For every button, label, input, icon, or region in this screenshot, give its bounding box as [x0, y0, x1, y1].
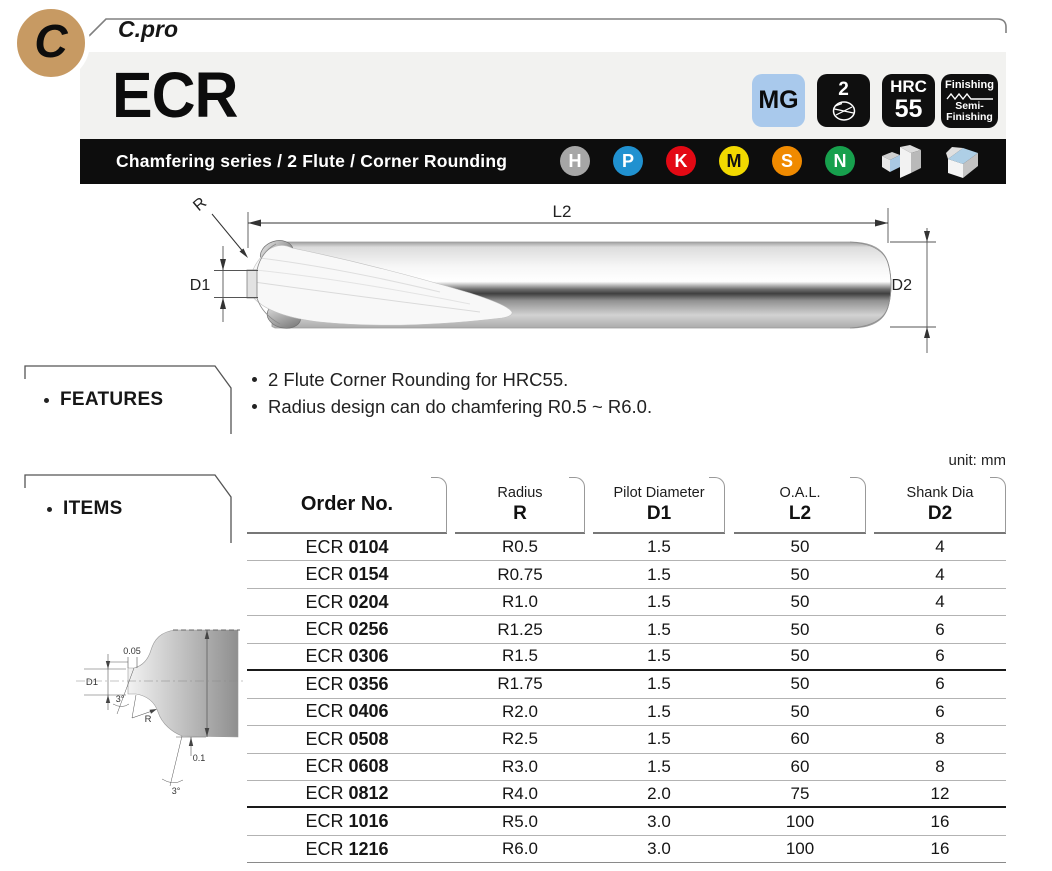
column-header-shank-dia: Shank Dia D2 — [874, 477, 1006, 534]
table-row — [247, 589, 1006, 616]
items-table-body — [247, 534, 1006, 863]
shank-diameter-label: D2 — [891, 277, 912, 294]
oal-cell: 50 — [790, 674, 810, 694]
order-no-cell: ECR 1016 — [305, 811, 389, 832]
clearance-dim-label: 0.1 — [192, 753, 206, 763]
column-header-pilot-diameter: Pilot Diameter D1 — [593, 477, 725, 534]
top-angle-label: 3° — [115, 694, 125, 704]
pilot-diameter-cell: 1.5 — [647, 701, 671, 721]
shank-dia-cell: 6 — [935, 674, 945, 694]
semi-finishing-label-1: Semi- — [955, 99, 984, 112]
radius-cell: R2.5 — [502, 729, 538, 749]
shank-dia-cell: 8 — [935, 756, 945, 776]
shank-dia-cell: 6 — [935, 619, 945, 639]
table-row — [247, 561, 1006, 588]
order-no-cell: ECR 0256 — [305, 619, 389, 640]
table-row — [247, 671, 1006, 698]
finishing-label: Finishing — [945, 79, 994, 92]
radius-cell: R2.0 — [502, 701, 538, 721]
column-header-order-no: Order No. — [247, 477, 447, 534]
oal-cell: 100 — [785, 839, 815, 859]
feature-item: 2 Flute Corner Rounding for HRC55. — [252, 369, 652, 391]
shank-dia-cell: 16 — [930, 811, 950, 831]
radius-cell: R5.0 — [502, 811, 538, 831]
radius-dim-label: R — [144, 714, 152, 725]
chamfered-block-icon — [942, 144, 984, 180]
order-no-cell: ECR 1216 — [305, 838, 389, 859]
pilot-diameter-cell: 3.0 — [647, 839, 671, 859]
order-no-cell: ECR 0356 — [305, 673, 389, 694]
radius-cell: R4.0 — [502, 783, 538, 803]
flute-count-label: 2 — [838, 78, 849, 100]
offset-dim-label: 0.05 — [123, 646, 141, 656]
material-badge-label: MG — [758, 86, 799, 114]
pilot-diameter-cell: 1.5 — [647, 619, 671, 639]
radius-cell: R1.25 — [497, 619, 543, 639]
corner-step-block-icon — [880, 144, 922, 180]
tool-drawing — [140, 188, 1020, 370]
pilot-diameter-cell: 1.5 — [647, 646, 671, 666]
pilot-diameter-cell: 1.5 — [647, 564, 671, 584]
bullet-icon — [252, 377, 257, 382]
features-list — [252, 369, 652, 423]
shank-dia-cell: 4 — [935, 564, 945, 584]
radius-cell: R1.5 — [502, 646, 538, 666]
pilot-diameter-cell: 1.5 — [647, 729, 671, 749]
order-no-cell: ECR 0812 — [305, 783, 389, 804]
radius-cell: R6.0 — [502, 839, 538, 859]
features-heading: FEATURES — [44, 389, 163, 411]
table-row — [247, 644, 1006, 671]
order-no-cell: ECR 0154 — [305, 564, 389, 585]
pilot-diameter-cell: 1.5 — [647, 756, 671, 776]
pilot-diameter-cell: 1.5 — [647, 674, 671, 694]
order-no-cell: ECR 0608 — [305, 756, 389, 777]
table-row — [247, 808, 1006, 835]
brand-name: C.pro — [118, 16, 179, 42]
material-mark-k: K — [666, 146, 696, 176]
shank-dia-cell: 8 — [935, 729, 945, 749]
column-header-radius: Radius R — [455, 477, 585, 534]
shank-dia-cell: 16 — [930, 839, 950, 859]
table-header — [247, 477, 1006, 534]
hardness-label-1: HRC — [890, 77, 927, 97]
order-no-cell: ECR 0306 — [305, 645, 389, 666]
pilot-diameter-cell: 2.0 — [647, 783, 671, 803]
oal-cell: 50 — [790, 646, 810, 666]
table-row — [247, 534, 1006, 561]
oal-cell: 60 — [790, 756, 810, 776]
table-row — [247, 781, 1006, 808]
material-mark-p: P — [613, 146, 643, 176]
column-header-oal: O.A.L. L2 — [734, 477, 866, 534]
pilot-diameter-cell: 3.0 — [647, 811, 671, 831]
shank-dia-cell: 12 — [930, 783, 950, 803]
material-mark-m: M — [719, 146, 749, 176]
radius-cell: R0.75 — [497, 564, 543, 584]
bullet-icon — [47, 507, 52, 512]
pilot-diameter-cell: 1.5 — [647, 537, 671, 557]
feature-item: Radius design can do chamfering R0.5 ~ R6.0. — [252, 396, 652, 418]
order-no-cell: ECR 0104 — [305, 536, 389, 557]
table-row — [247, 726, 1006, 753]
radius-label: R — [190, 194, 210, 215]
hardness-badge — [882, 74, 935, 127]
pilot-tip — [247, 270, 257, 298]
bullet-icon — [44, 398, 49, 403]
material-mark-h: H — [560, 146, 590, 176]
oal-label: L2 — [552, 202, 572, 221]
semi-finishing-label-2: Finishing — [946, 110, 993, 123]
oal-cell: 50 — [790, 564, 810, 584]
radius-cell: R3.0 — [502, 756, 538, 776]
order-no-cell: ECR 0508 — [305, 728, 389, 749]
material-badge — [752, 74, 805, 127]
shank-dia-cell: 6 — [935, 646, 945, 666]
oal-cell: 50 — [790, 619, 810, 639]
series-bar — [80, 139, 1006, 184]
two-flute-end-icon — [830, 99, 858, 123]
table-row — [247, 699, 1006, 726]
material-mark-s: S — [772, 146, 802, 176]
items-heading: ITEMS — [47, 498, 123, 520]
radius-cell: R0.5 — [502, 537, 538, 557]
shank-dia-cell: 6 — [935, 701, 945, 721]
oal-cell: 100 — [785, 811, 815, 831]
bullet-icon — [252, 404, 257, 409]
table-row — [247, 754, 1006, 781]
brand-logo — [12, 4, 90, 82]
series-title: Chamfering series / 2 Flute / Corner Rounding — [116, 151, 508, 171]
oal-cell: 50 — [790, 537, 810, 557]
flute-count-badge — [817, 74, 870, 127]
oal-cell: 50 — [790, 592, 810, 612]
table-row — [247, 616, 1006, 643]
order-no-cell: ECR 0204 — [305, 591, 389, 612]
oal-cell: 50 — [790, 701, 810, 721]
material-mark-n: N — [825, 146, 855, 176]
pilot-diameter-cell: 1.5 — [647, 592, 671, 612]
finishing-badge — [941, 74, 998, 128]
shank-dia-cell: 4 — [935, 537, 945, 557]
items-table — [247, 477, 1006, 863]
table-row — [247, 836, 1006, 863]
hardness-label-2: 55 — [894, 95, 923, 124]
unit-note: unit: mm — [948, 452, 1006, 469]
tip-detail-diagram — [58, 598, 248, 853]
shank-dia-cell: 4 — [935, 592, 945, 612]
radius-cell: R1.0 — [502, 592, 538, 612]
page-title: ECR — [112, 59, 238, 131]
radius-cell: R1.75 — [497, 674, 543, 694]
pilot-dim-label: D1 — [85, 677, 99, 688]
order-no-cell: ECR 0406 — [305, 701, 389, 722]
brand-logo-letter: C — [34, 15, 68, 67]
oal-cell: 75 — [790, 783, 810, 803]
oal-cell: 60 — [790, 729, 810, 749]
pilot-diameter-label: D1 — [189, 277, 211, 294]
bottom-angle-label: 3° — [171, 786, 181, 796]
